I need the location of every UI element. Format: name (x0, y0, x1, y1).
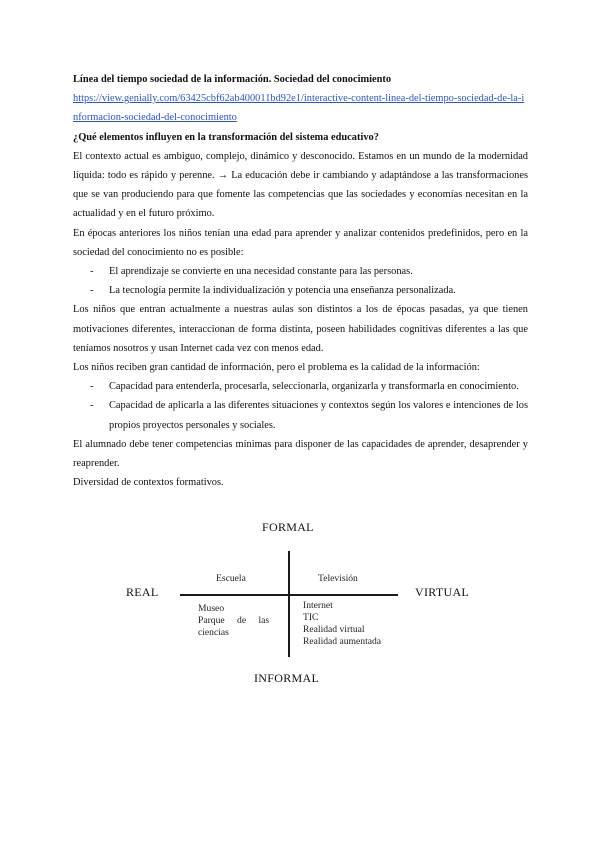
diagram-label-informal: INFORMAL (254, 671, 320, 685)
quadrant-escuela: Escuela (216, 573, 246, 584)
paragraph-context: El contexto actual es ambiguo, complejo, dinámico y desconocido. Estamos en un mundo de la modernidad líquida: todo es rápido y perenne. → La educación debe ir cambiando y adaptándose a las transformaciones que se van produciendo para que fomente las competencias que las sociedades y economías necesitan en la actualidad y en el futuro próximo. (73, 150, 528, 220)
list-information-quality (73, 377, 528, 435)
diagram-vertical-axis (288, 551, 290, 657)
list-item: - El aprendizaje se convierte en una necesidad constante para las personas. (90, 266, 413, 278)
diagram-label-real: REAL (126, 585, 159, 599)
list-item: - Capacidad de aplicarla a las diferentes situaciones y contextos según los valores e intenciones de los propios proyectos personales y sociales. (90, 400, 528, 431)
quadrant-item: ciencias (198, 627, 229, 638)
paragraph-diversity: Diversidad de contextos formativos. (73, 477, 224, 489)
diagram-horizontal-axis (180, 594, 398, 596)
list-item: - Capacidad para entenderla, procesarla, seleccionarla, organizarla y transformarla en conocimiento. (90, 381, 519, 393)
document-body (73, 70, 528, 492)
quadrant-item: Realidad aumentada (303, 636, 382, 647)
genially-link-paragraph (73, 89, 528, 127)
paragraph-competencies: El alumnado debe tener competencias mínimas para disponer de las capacidades de aprender, desaprender y reaprender. (73, 438, 528, 470)
quadrant-item: Internet (303, 600, 333, 611)
paragraph-past-epochs: En épocas anteriores los niños tenían una edad para aprender y analizar contenidos predefinidos, pero en la sociedad del conocimiento no es posible: (73, 227, 528, 258)
paragraph-children: Los niños que entran actualmente a nuestras aulas son distintos a los de épocas pasadas, ya que tienen motivaciones diferentes, interaccionan de forma distinta, poseen habilidades cognitivas diferentes a las que teníamos nosotros y usan Internet cada vez con menos edad. (73, 304, 528, 354)
list-item: - La tecnología permite la individualización y potencia una enseñanza personalizada. (90, 285, 456, 297)
diagram-label-formal: FORMAL (262, 520, 314, 534)
list-knowledge-society (73, 262, 528, 300)
genially-link[interactable]: https://view.genially.com/63425cbf62ab400011bd92e1/interactive-content-linea-del-tiempo-sociedad-de-la-informacion-sociedad-del-conocimiento (73, 93, 525, 124)
quadrant-bottom-left (198, 603, 272, 639)
diagram-label-virtual: VIRTUAL (415, 585, 470, 599)
paragraph-information: Los niños reciben gran cantidad de información, pero el problema es la calidad de la información: (73, 362, 480, 374)
quadrant-item: Realidad virtual (303, 624, 365, 635)
quadrant-bottom-right (303, 600, 403, 648)
section-question: ¿Qué elementos influyen en la transformación del sistema educativo? (73, 131, 379, 143)
quadrant-television: Televisión (318, 573, 358, 584)
quadrant-item: Parque de las (198, 615, 270, 626)
quadrant-item: TIC (303, 612, 319, 623)
document-heading: Línea del tiempo sociedad de la información. Sociedad del conocimiento (73, 74, 392, 85)
quadrant-item: Museo (198, 603, 225, 614)
